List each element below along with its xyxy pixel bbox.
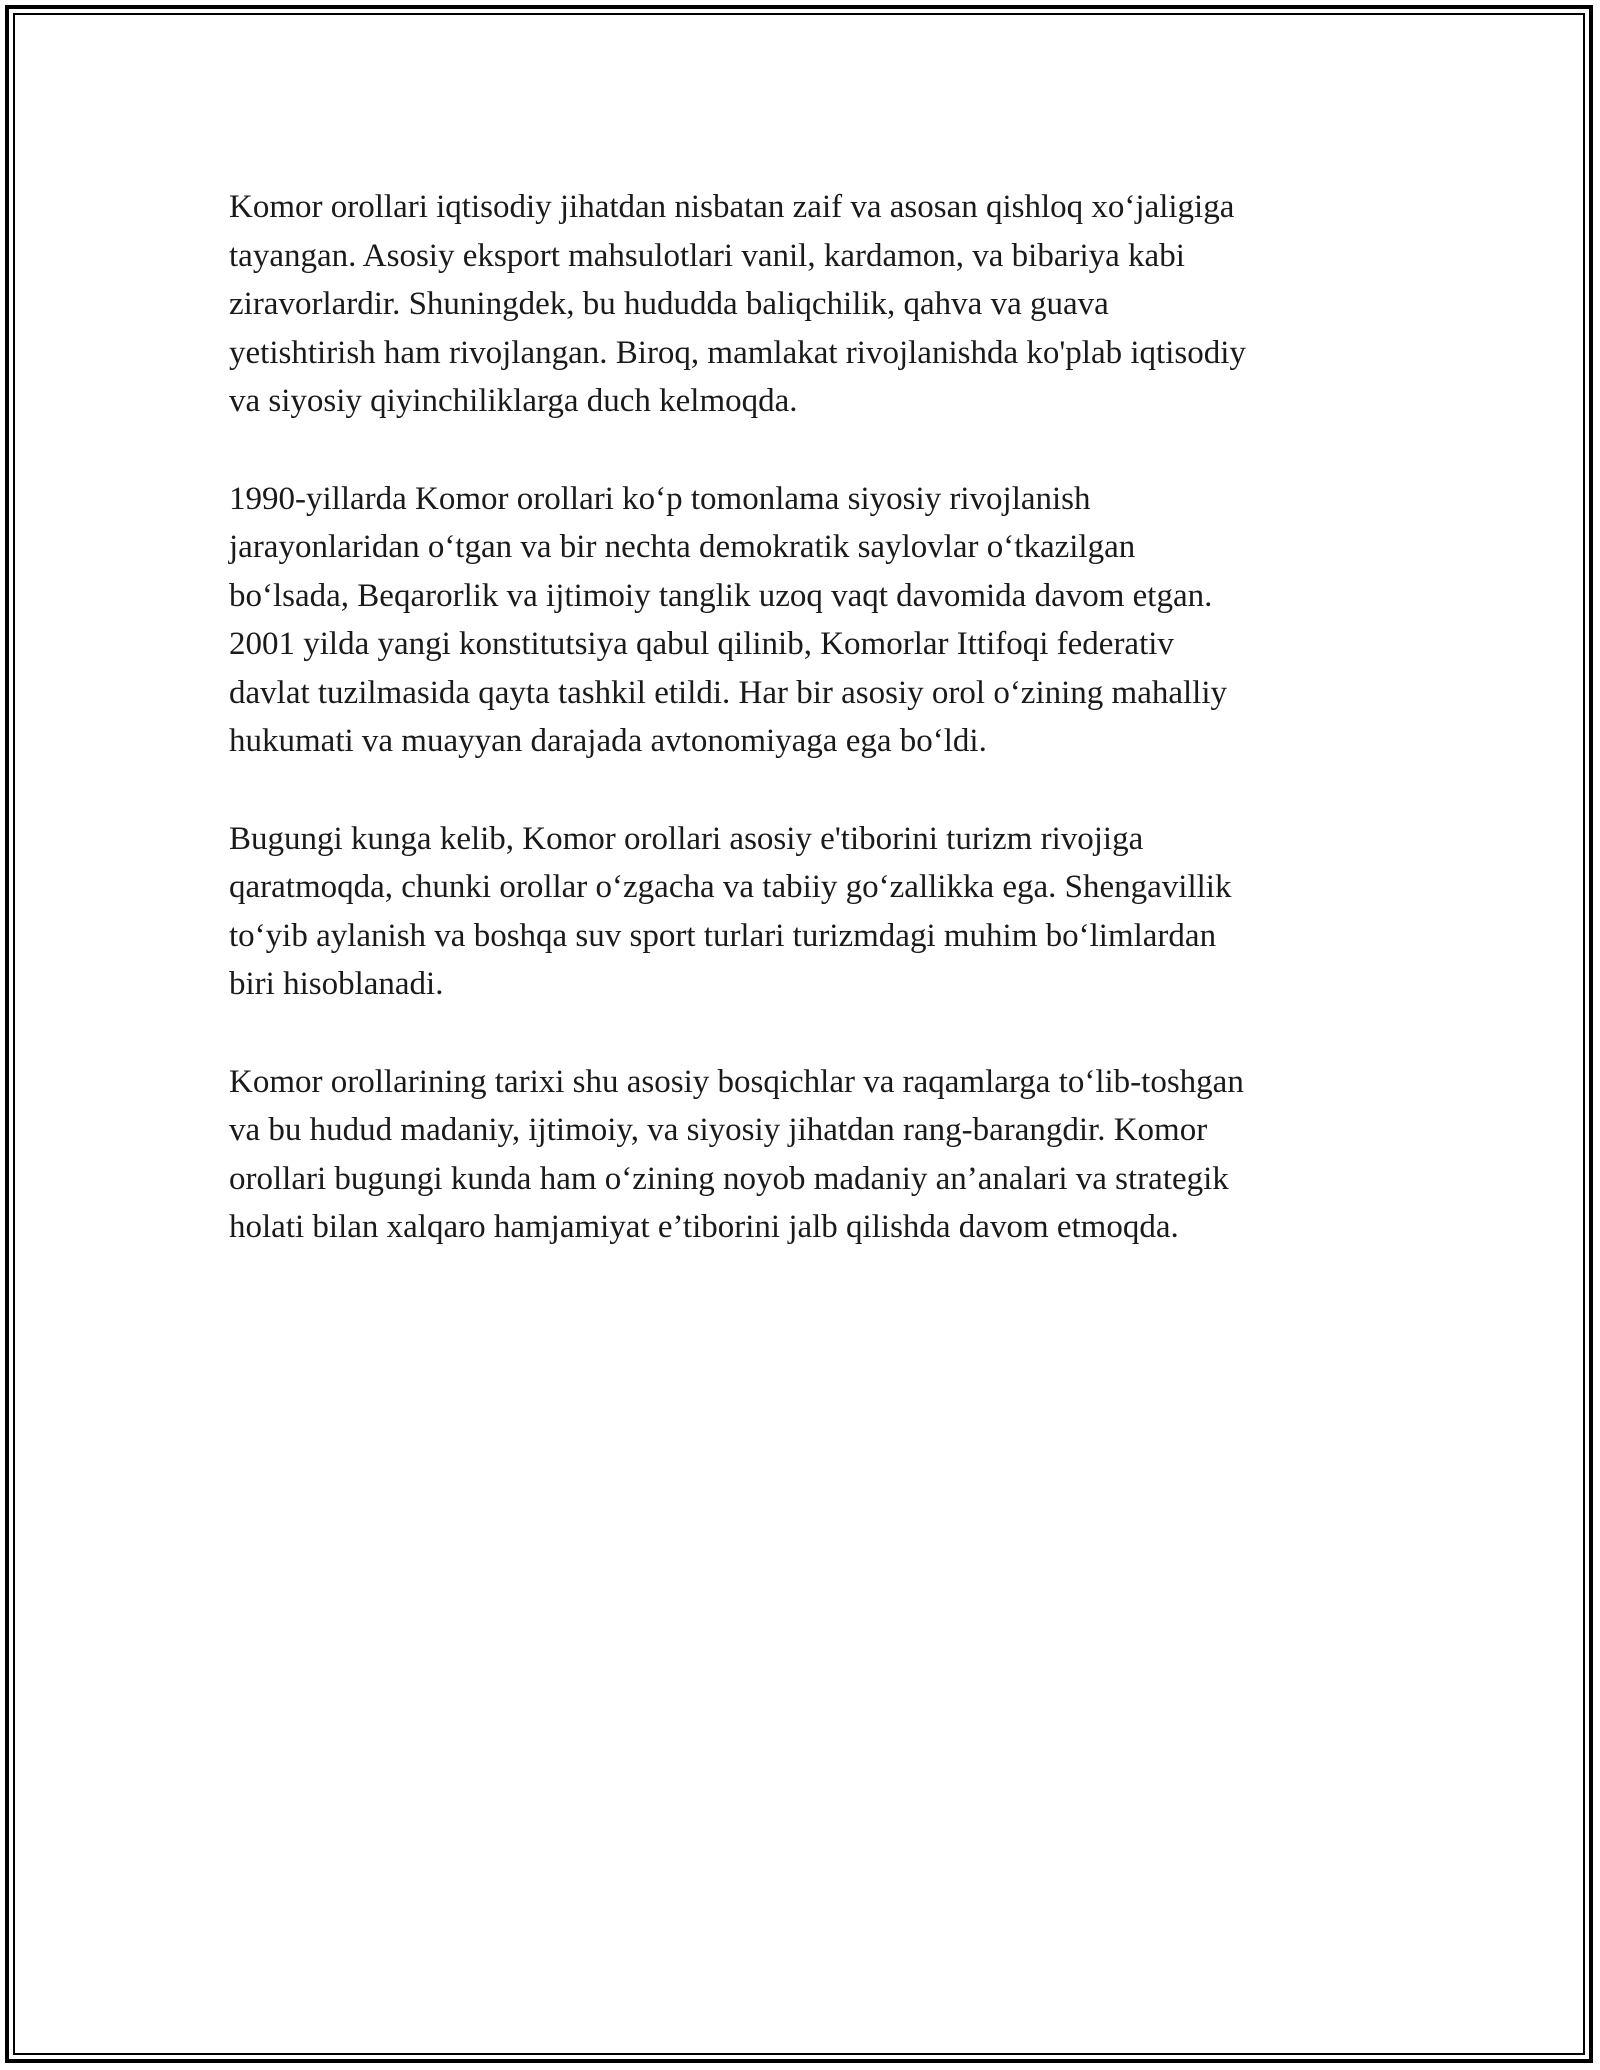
paragraph-economy: Komor orollari iqtisodiy jihatdan nisbatan zaif va asosan qishloq xo‘jaligiga tayangan. Asosiy eksport mahsulotlari vanil, kardamon, va bibariya kabi ziravorlardir. Shuningdek, bu hududda baliqchilik, qahva va guava yetishtirish ham rivojlangan. Biroq, mamlakat rivojlanishda ko'plab iqtisodiy va siyosiy qiyinchiliklarga duch kelmoqda. bbox=[229, 189, 1246, 419]
paragraph-politics: 1990-yillarda Komor orollari ko‘p tomonlama siyosiy rivojlanish jarayonlaridan o‘tgan va bir nechta demokratik saylovlar o‘tkazilgan bo‘lsada, Beqarorlik va ijtimoiy tanglik uzoq vaqt davomida davom etgan. 2001 yilda yangi konstitutsiya qabul qilinib, Komorlar Ittifoqi federativ davlat tuzilmasida qayta tashkil etildi. Har bir asosiy orol o‘zining mahalliy hukumati va muayyan darajada avtonomiyaga ega bo‘ldi. bbox=[229, 480, 1228, 759]
paragraph-tourism: Bugungi kunga kelib, Komor orollari asosiy e'tiborini turizm rivojiga qaratmoqda, chunki orollar o‘zgacha va tabiiy go‘zallikka ega. Shengavillik to‘yib aylanish va boshqa suv sport turlari turizmdagi muhim bo‘limlardan biri hisoblanadi. bbox=[229, 820, 1232, 1002]
document-body bbox=[229, 183, 1389, 1301]
paragraph-history: Komor orollarining tarixi shu asosiy bosqichlar va raqamlarga to‘lib-toshgan va bu hudud madaniy, ijtimoiy, va siyosiy jihatdan rang-barangdir. Komor orollari bugungi kunda ham o‘zining noyob madaniy an’analari va strategik holati bilan xalqaro hamjamiyat e’tiborini jalb qilishda davom etmoqda. bbox=[229, 1063, 1244, 1245]
